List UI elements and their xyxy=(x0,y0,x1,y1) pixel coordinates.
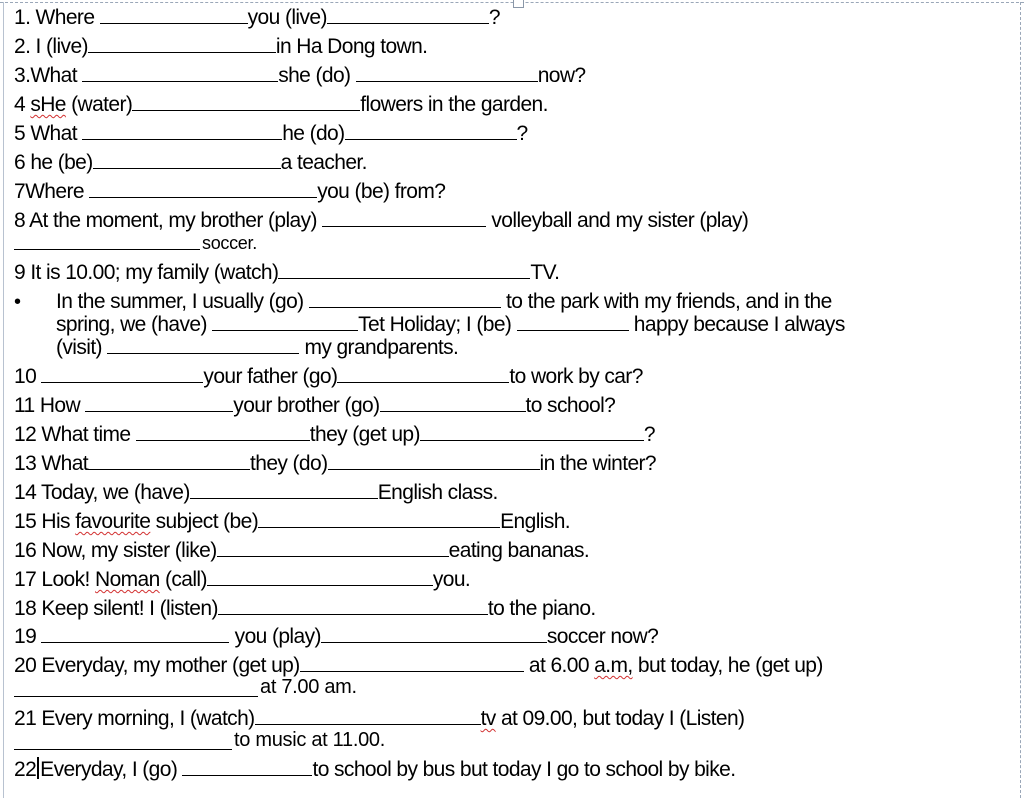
question-12-prompt: 12 What time xyxy=(14,423,131,446)
answer-blank[interactable] xyxy=(322,208,486,227)
question-3-prompt: 3.What xyxy=(14,64,77,87)
spellcheck-word: tv xyxy=(480,707,496,730)
question-14-prompt: 14 Today, we (have) xyxy=(14,481,190,504)
question-22 xyxy=(14,756,735,783)
bullet-marker: • xyxy=(14,291,22,313)
paragraph-line-1 xyxy=(56,289,996,313)
question-22-number: 22 xyxy=(14,758,37,781)
question-5-end: ? xyxy=(516,122,528,145)
question-3-verb: she (do) xyxy=(278,64,351,87)
question-4-end: flowers in the garden. xyxy=(360,93,548,116)
answer-blank[interactable] xyxy=(136,422,310,441)
question-4-verb: (water) xyxy=(71,93,133,116)
question-19-end: soccer now? xyxy=(546,625,659,648)
answer-blank[interactable] xyxy=(337,364,509,383)
question-2-prompt: 2. I (live) xyxy=(14,35,88,58)
question-16-prompt: 16 Now, my sister (like) xyxy=(14,539,217,562)
question-21-end: to music at 11.00. xyxy=(234,729,385,751)
answer-blank[interactable] xyxy=(345,121,517,140)
question-9-end: TV. xyxy=(530,261,560,284)
question-1-end: ? xyxy=(488,6,500,29)
answer-blank[interactable] xyxy=(89,179,317,198)
question-5 xyxy=(14,120,528,147)
answer-blank[interactable] xyxy=(182,757,312,776)
answer-blank[interactable] xyxy=(14,749,232,750)
question-20-mid: but today, he (get up) xyxy=(637,654,823,677)
paragraph-text: In the summer, I usually (go) xyxy=(56,290,304,313)
question-16 xyxy=(14,537,589,564)
question-18-end: to the piano. xyxy=(487,597,596,620)
answer-blank[interactable] xyxy=(278,260,530,279)
paragraph-text: my grandparents. xyxy=(304,336,459,359)
question-21 xyxy=(14,705,744,732)
question-7-prompt: 7Where xyxy=(14,180,84,203)
answer-blank[interactable] xyxy=(14,696,258,697)
answer-blank[interactable] xyxy=(93,150,281,169)
question-17-prompt: 17 Look! xyxy=(14,568,90,591)
answer-blank[interactable] xyxy=(88,34,276,53)
question-7 xyxy=(14,178,445,205)
answer-blank[interactable] xyxy=(218,596,488,615)
spellcheck-word: sHe xyxy=(30,93,66,116)
question-18 xyxy=(14,595,596,622)
paragraph-line-3 xyxy=(56,335,996,359)
question-13-end: in the winter? xyxy=(539,452,657,475)
question-4-number: 4 xyxy=(14,93,26,116)
question-15-verb: subject (be) xyxy=(155,510,259,533)
answer-blank[interactable] xyxy=(82,63,278,82)
question-20-time: at 6.00 xyxy=(528,654,589,677)
answer-blank[interactable] xyxy=(41,364,203,383)
answer-blank[interactable] xyxy=(380,393,526,412)
question-19-verb: you (play) xyxy=(234,625,321,648)
question-20 xyxy=(14,652,823,679)
question-15-end: English. xyxy=(500,510,571,533)
answer-blank[interactable] xyxy=(41,624,229,643)
paragraph-text: spring, we (have) xyxy=(56,313,207,336)
question-11-verb: your brother (go) xyxy=(233,394,380,417)
question-20-prompt: 20 Everyday, my mother (get up) xyxy=(14,654,300,677)
answer-blank[interactable] xyxy=(132,92,360,111)
answer-blank[interactable] xyxy=(100,5,248,24)
question-5-prompt: 5 What xyxy=(14,122,77,145)
answer-blank[interactable] xyxy=(14,249,200,250)
question-1 xyxy=(14,4,500,31)
answer-blank[interactable] xyxy=(85,393,233,412)
question-19-number: 19 xyxy=(14,625,37,648)
question-3 xyxy=(14,62,586,89)
page-border-right xyxy=(1020,2,1021,798)
question-17 xyxy=(14,566,470,593)
answer-blank[interactable] xyxy=(190,480,378,499)
question-12-end: ? xyxy=(643,423,655,446)
question-10-end: to work by car? xyxy=(509,365,643,388)
question-13-prompt: 13 What xyxy=(14,452,89,475)
question-11-end: to school? xyxy=(525,394,616,417)
question-21-mid: at 09.00, but today I (Listen) xyxy=(500,707,745,730)
answer-blank[interactable] xyxy=(321,624,547,643)
question-14-end: English class. xyxy=(377,481,498,504)
text-cursor xyxy=(37,757,39,779)
answer-blank[interactable] xyxy=(82,121,282,140)
question-17-end: you. xyxy=(432,568,471,591)
question-19 xyxy=(14,623,658,650)
question-18-prompt: 18 Keep silent! I (listen) xyxy=(14,597,218,620)
question-11-prompt: 11 How xyxy=(14,394,81,417)
question-5-verb: he (do) xyxy=(282,122,345,145)
paragraph-text: Tet Holiday; I (be) xyxy=(358,313,512,336)
question-8-mid: volleyball and my sister (play) xyxy=(491,209,749,232)
question-7-end: you (be) from? xyxy=(317,180,446,203)
answer-blank[interactable] xyxy=(300,653,524,672)
question-22-verb: Everyday, I (go) xyxy=(40,758,178,781)
question-12-verb: they (get up) xyxy=(309,423,420,446)
page-border-top xyxy=(0,2,1024,3)
answer-blank[interactable] xyxy=(255,706,481,725)
question-15-prompt: 15 His xyxy=(14,510,70,533)
question-10 xyxy=(14,363,643,390)
question-8-prompt: 8 At the moment, my brother (play) xyxy=(14,209,317,232)
answer-blank[interactable] xyxy=(88,451,250,470)
question-21-prompt: 21 Every morning, I (watch) xyxy=(14,707,255,730)
spellcheck-word: a.m, xyxy=(594,654,633,677)
spellcheck-word: favourite xyxy=(75,510,151,533)
resize-handle[interactable] xyxy=(513,0,524,8)
question-12 xyxy=(14,421,655,448)
question-16-end: eating bananas. xyxy=(448,539,590,562)
question-11 xyxy=(14,392,615,419)
question-13 xyxy=(14,450,656,477)
answer-blank[interactable] xyxy=(356,63,538,82)
question-15 xyxy=(14,508,570,535)
answer-blank[interactable] xyxy=(328,451,540,470)
question-8-end: soccer. xyxy=(202,233,257,253)
question-6 xyxy=(14,149,367,176)
paragraph-text: (visit) xyxy=(56,336,102,359)
paragraph-line-2 xyxy=(56,312,996,336)
question-17-verb: (call) xyxy=(164,568,207,591)
question-13-verb: they (do) xyxy=(250,452,328,475)
answer-blank[interactable] xyxy=(517,312,629,331)
page-border-left xyxy=(3,2,4,798)
answer-blank[interactable] xyxy=(217,538,449,557)
answer-blank[interactable] xyxy=(309,289,501,308)
question-10-verb: your father (go) xyxy=(203,365,338,388)
question-2-end: in Ha Dong town. xyxy=(275,35,428,58)
answer-blank[interactable] xyxy=(420,422,644,441)
question-8 xyxy=(14,207,748,234)
paragraph-text: to the park with my friends, and in the xyxy=(506,290,832,313)
question-2 xyxy=(14,33,427,60)
question-10-number: 10 xyxy=(14,365,37,388)
answer-blank[interactable] xyxy=(327,5,489,24)
question-9 xyxy=(14,259,559,286)
question-9-prompt: 9 It is 10.00; my family (watch) xyxy=(14,261,279,284)
question-6-prompt: 6 he (be) xyxy=(14,151,93,174)
question-6-end: a teacher. xyxy=(280,151,367,174)
answer-blank[interactable] xyxy=(258,509,500,528)
answer-blank[interactable] xyxy=(207,567,433,586)
question-4 xyxy=(14,91,548,118)
question-1-verb: you (live) xyxy=(247,6,327,29)
question-22-end: to school by bus but today I go to school by bike. xyxy=(312,758,736,781)
answer-blank[interactable] xyxy=(212,312,358,331)
question-3-end: now? xyxy=(537,64,586,87)
paragraph-text: happy because I always xyxy=(633,313,845,336)
answer-blank[interactable] xyxy=(107,335,299,354)
question-20-end: at 7.00 am. xyxy=(260,676,357,698)
question-1-prompt: 1. Where xyxy=(14,6,95,29)
question-14 xyxy=(14,479,498,506)
spellcheck-word: Noman xyxy=(95,568,160,591)
